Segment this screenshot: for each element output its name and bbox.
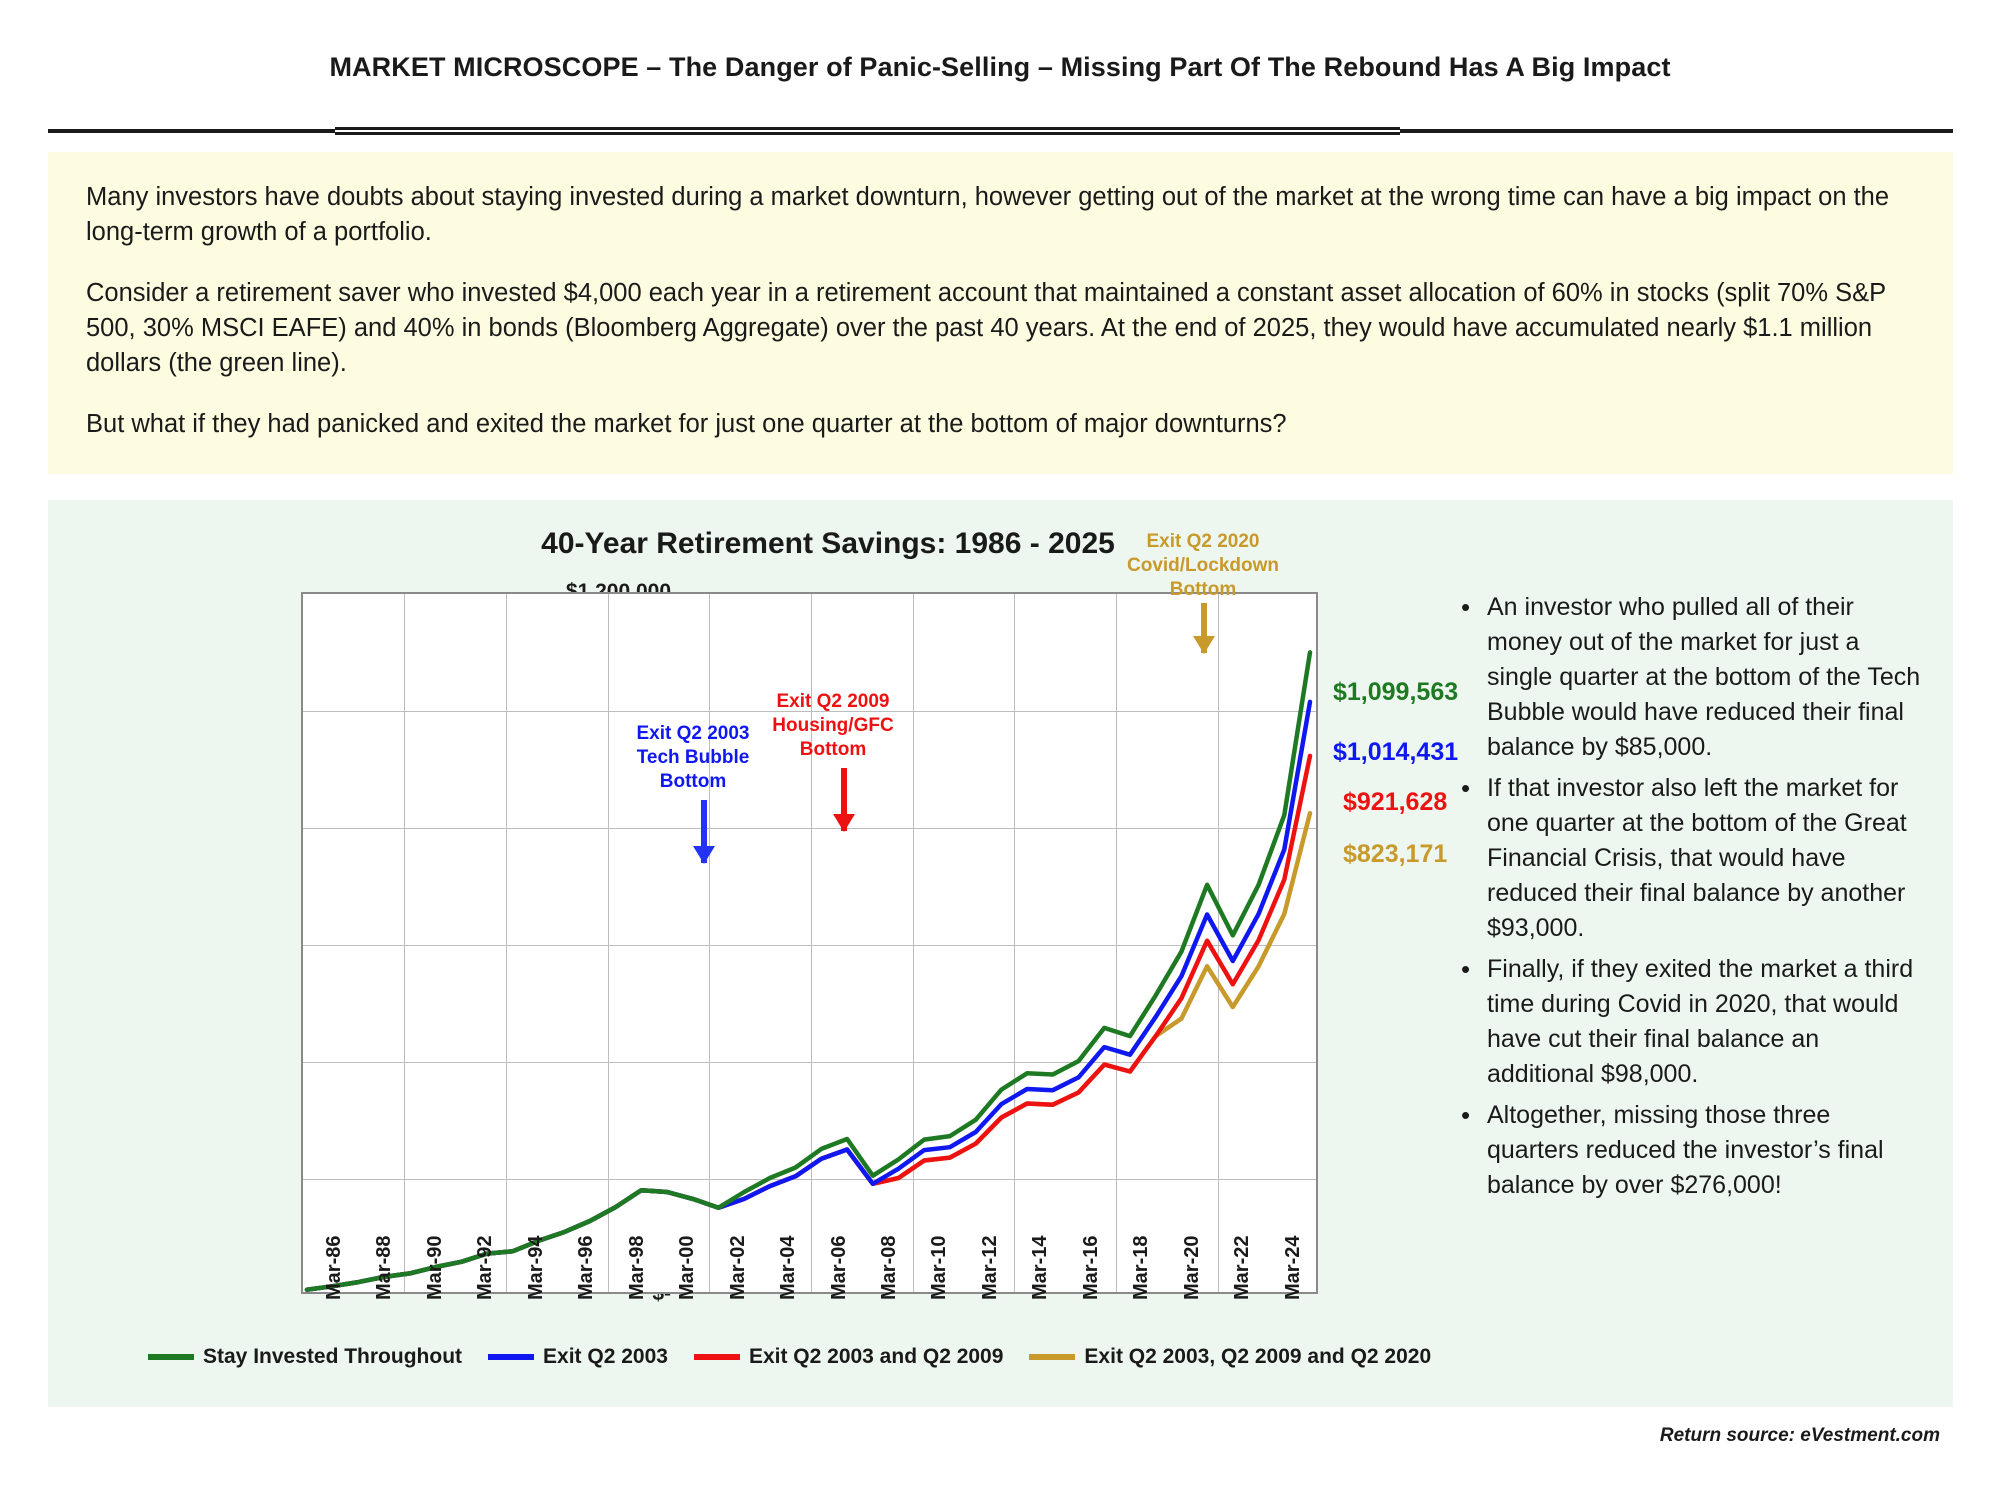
arrow-covid bbox=[1193, 603, 1215, 653]
legend-label: Exit Q2 2003 bbox=[543, 1345, 668, 1368]
x-tick-label: Mar-88 bbox=[373, 1235, 396, 1300]
x-tick-label: Mar-10 bbox=[928, 1235, 951, 1300]
x-tick-label: Mar-24 bbox=[1281, 1235, 1304, 1300]
header-divider-accent bbox=[335, 127, 1400, 135]
x-tick-label: Mar-02 bbox=[726, 1235, 749, 1300]
chart-title: 40-Year Retirement Savings: 1986 - 2025 bbox=[541, 527, 1115, 560]
annotation-gfc bbox=[738, 690, 928, 761]
x-tick-label: Mar-04 bbox=[777, 1235, 800, 1300]
series-line bbox=[307, 756, 1310, 1290]
annotation-tech-bubble-line3: Bottom bbox=[659, 770, 727, 792]
end-label-stay-invested: $1,099,563 bbox=[1333, 678, 1459, 706]
legend-swatch-icon bbox=[1029, 1354, 1075, 1360]
legend-item-exit-2003 bbox=[488, 1345, 668, 1369]
annotation-covid-line3: Bottom bbox=[1169, 578, 1237, 600]
annotation-gfc-line3: Bottom bbox=[799, 738, 867, 760]
arrow-gfc bbox=[833, 768, 855, 831]
series-line bbox=[307, 702, 1310, 1290]
end-label-exit-all-three: $823,171 bbox=[1343, 840, 1448, 868]
x-tick-label: Mar-08 bbox=[878, 1235, 900, 1300]
legend-swatch-icon bbox=[148, 1354, 194, 1360]
x-tick-label: Mar-00 bbox=[676, 1235, 699, 1300]
chart-legend bbox=[148, 1345, 1457, 1369]
page-title: MARKET MICROSCOPE – The Danger of Panic-Selling – Missing Part Of The Rebound Has A Big Impact bbox=[329, 52, 1671, 82]
takeaways-list bbox=[1455, 590, 1925, 1209]
x-tick-label: Mar-14 bbox=[1029, 1235, 1052, 1300]
arrow-tech-bubble bbox=[693, 800, 715, 863]
annotation-covid-line2: Covid/Lockdown bbox=[1127, 554, 1279, 576]
x-tick-label: Mar-94 bbox=[524, 1235, 547, 1300]
annotation-tech-bubble-line2: Tech Bubble bbox=[636, 746, 750, 768]
x-tick-label: Mar-18 bbox=[1130, 1235, 1153, 1300]
x-tick-label: Mar-86 bbox=[323, 1235, 345, 1300]
x-tick-label: Mar-90 bbox=[423, 1235, 446, 1300]
x-tick-label: Mar-98 bbox=[625, 1235, 648, 1300]
list-item: • Altogether, missing those three quarters reduced the investor’s final balance by over $276,000! bbox=[1487, 1098, 1925, 1203]
legend-item-exit-all-three bbox=[1029, 1345, 1431, 1369]
annotation-covid bbox=[1098, 530, 1308, 601]
legend-label: Exit Q2 2003, Q2 2009 and Q2 2020 bbox=[1084, 1345, 1432, 1368]
x-tick-label: Mar-06 bbox=[827, 1235, 850, 1300]
series-line bbox=[307, 813, 1310, 1289]
intro-panel bbox=[48, 152, 1953, 474]
list-item: • Finally, if they exited the market a third time during Covid in 2020, that would have cut their final balance an additional $98,000. bbox=[1487, 952, 1925, 1092]
list-item: • If that investor also left the market for one quarter at the bottom of the Great Financial Crisis, that would have reduced their final balance by another $93,000. bbox=[1487, 771, 1925, 946]
legend-label: Exit Q2 2003 and Q2 2009 bbox=[748, 1345, 1004, 1368]
legend-item-stay-invested bbox=[148, 1345, 462, 1369]
annotation-covid-line1: Exit Q2 2020 bbox=[1146, 531, 1260, 552]
end-label-exit-2003-2009: $921,628 bbox=[1343, 788, 1448, 816]
intro-paragraph-3: But what if they had panicked and exited the market for just one quarter at the bottom of major downturns? bbox=[86, 409, 1287, 438]
intro-paragraph-1: Many investors have doubts about staying invested during a market downturn, however getting out of the market at the wrong time can have a big impact on the long-term growth of a portfolio. bbox=[86, 183, 1890, 246]
x-tick-label: Mar-22 bbox=[1231, 1235, 1254, 1300]
source-note: Return source: eVestment.com bbox=[1659, 1425, 1940, 1446]
x-tick-label: Mar-92 bbox=[474, 1235, 497, 1300]
legend-label: Stay Invested Throughout bbox=[203, 1345, 463, 1368]
x-tick-label: Mar-96 bbox=[575, 1235, 598, 1300]
takeaways-ul bbox=[1455, 590, 1925, 1203]
legend-swatch-icon bbox=[488, 1354, 534, 1360]
x-tick-label: Mar-16 bbox=[1079, 1235, 1102, 1300]
legend-swatch-icon bbox=[694, 1354, 740, 1360]
x-tick-label: Mar-12 bbox=[978, 1235, 1001, 1300]
end-label-exit-2003: $1,014,431 bbox=[1333, 738, 1459, 766]
annotation-gfc-line1: Exit Q2 2009 bbox=[776, 691, 890, 712]
x-tick-label: Mar-20 bbox=[1180, 1235, 1203, 1300]
list-item: • An investor who pulled all of their money out of the market for just a single quarter at the bottom of the Tech Bubble would have reduced their final balance by $85,000. bbox=[1487, 590, 1925, 765]
intro-paragraph-2: Consider a retirement saver who invested $4,000 each year in a retirement account that maintained a constant asset allocation of 60% in stocks (split 70% S&P 500, 30% MSCI EAFE) and 40% in bonds (Bloomberg Aggregate) over the past 40 years. At the end of 2025, they would have accumulated nearly $1.1 million dollars (the green line). bbox=[86, 278, 1886, 377]
annotation-gfc-line2: Housing/GFC bbox=[772, 714, 894, 736]
annotation-tech-bubble-line1: Exit Q2 2003 bbox=[636, 723, 750, 744]
legend-item-exit-2003-2009 bbox=[694, 1345, 1003, 1369]
